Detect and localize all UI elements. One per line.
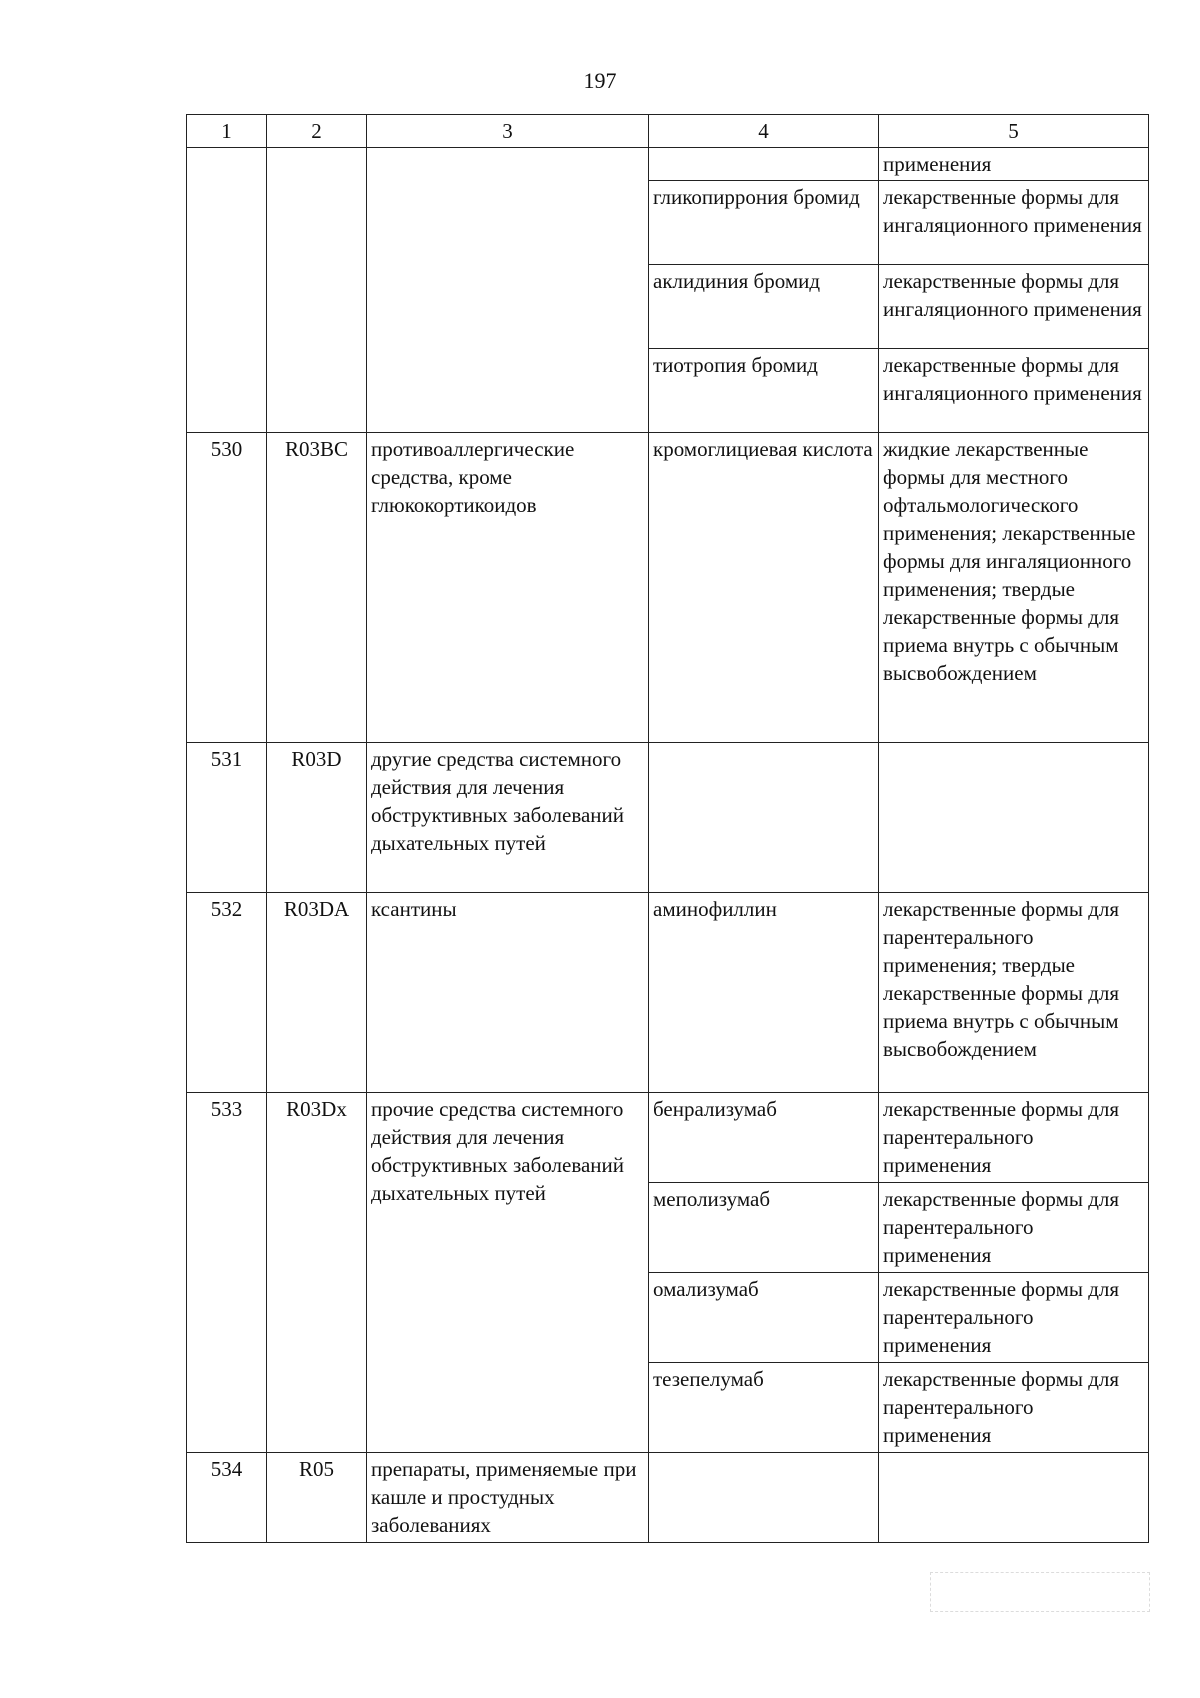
drug-name-cell — [649, 743, 879, 893]
scan-stamp-artifact — [930, 1572, 1150, 1612]
table-row — [187, 1453, 1149, 1543]
dosage-form-cell: жидкие лекарственные формы для местного офтальмологического применения; лекарственные формы для ингаляционного применения; твердые лекарственные формы для приема внутрь с обычным высвобождением — [879, 433, 1149, 743]
row-number-cell: 532 — [187, 893, 267, 1093]
atc-code-cell: R03DA — [267, 893, 367, 1093]
atc-code-cell: R03BC — [267, 433, 367, 743]
group-name-cell: ксантины — [367, 893, 649, 1093]
group-name-cell: препараты, применяемые при кашле и простудных заболеваниях — [367, 1453, 649, 1543]
drug-name-cell: меполизумаб — [649, 1183, 879, 1273]
group-name-cell: противоаллергические средства, кроме глюкокортикоидов — [367, 433, 649, 743]
atc-code-cell: R03Dx — [267, 1093, 367, 1453]
column-header-3: 3 — [367, 115, 649, 148]
row-number-cell: 533 — [187, 1093, 267, 1453]
group-name-cell: другие средства системного действия для лечения обструктивных заболеваний дыхательных путей — [367, 743, 649, 893]
dosage-form-cell: лекарственные формы для парентерального применения — [879, 1363, 1149, 1453]
dosage-form-cell: лекарственные формы для ингаляционного применения — [879, 181, 1149, 265]
dosage-form-cell: лекарственные формы для парентерального применения — [879, 1183, 1149, 1273]
table-row — [187, 743, 1149, 893]
drug-name-cell: тиотропия бромид — [649, 349, 879, 433]
dosage-form-cell — [879, 743, 1149, 893]
dosage-form-cell: лекарственные формы для парентерального применения — [879, 1093, 1149, 1183]
table-row — [187, 1093, 1149, 1183]
drug-name-cell: бенрализумаб — [649, 1093, 879, 1183]
table-row — [187, 433, 1149, 743]
column-header-2: 2 — [267, 115, 367, 148]
drug-name-cell: омализумаб — [649, 1273, 879, 1363]
atc-code-cell — [267, 148, 367, 433]
column-header-5: 5 — [879, 115, 1149, 148]
row-number-cell: 531 — [187, 743, 267, 893]
page-number: 197 — [583, 68, 617, 93]
drug-name-cell: аминофиллин — [649, 893, 879, 1093]
column-header-1: 1 — [187, 115, 267, 148]
dosage-form-cell: лекарственные формы для ингаляционного применения — [879, 265, 1149, 349]
group-name-cell — [367, 148, 649, 433]
drug-name-cell: аклидиния бромид — [649, 265, 879, 349]
medicines-table — [186, 114, 1149, 1543]
group-name-cell: прочие средства системного действия для лечения обструктивных заболеваний дыхательных путей — [367, 1093, 649, 1453]
atc-code-cell: R05 — [267, 1453, 367, 1543]
drug-name-cell — [649, 148, 879, 181]
row-number-cell: 534 — [187, 1453, 267, 1543]
dosage-form-cell: лекарственные формы для ингаляционного применения — [879, 349, 1149, 433]
dosage-form-cell: лекарственные формы для парентерального применения — [879, 1273, 1149, 1363]
column-header-4: 4 — [649, 115, 879, 148]
dosage-form-cell: применения — [879, 148, 1149, 181]
drug-name-cell: тезепелумаб — [649, 1363, 879, 1453]
drug-name-cell — [649, 1453, 879, 1543]
drug-name-cell: кромоглициевая кислота — [649, 433, 879, 743]
table-row — [187, 148, 1149, 181]
table-row — [187, 893, 1149, 1093]
row-number-cell — [187, 148, 267, 433]
atc-code-cell: R03D — [267, 743, 367, 893]
drug-name-cell: гликопиррония бромид — [649, 181, 879, 265]
header-row — [187, 115, 1149, 148]
row-number-cell: 530 — [187, 433, 267, 743]
dosage-form-cell: лекарственные формы для парентерального применения; твердые лекарственные формы для приема внутрь с обычным высвобождением — [879, 893, 1149, 1093]
dosage-form-cell — [879, 1453, 1149, 1543]
